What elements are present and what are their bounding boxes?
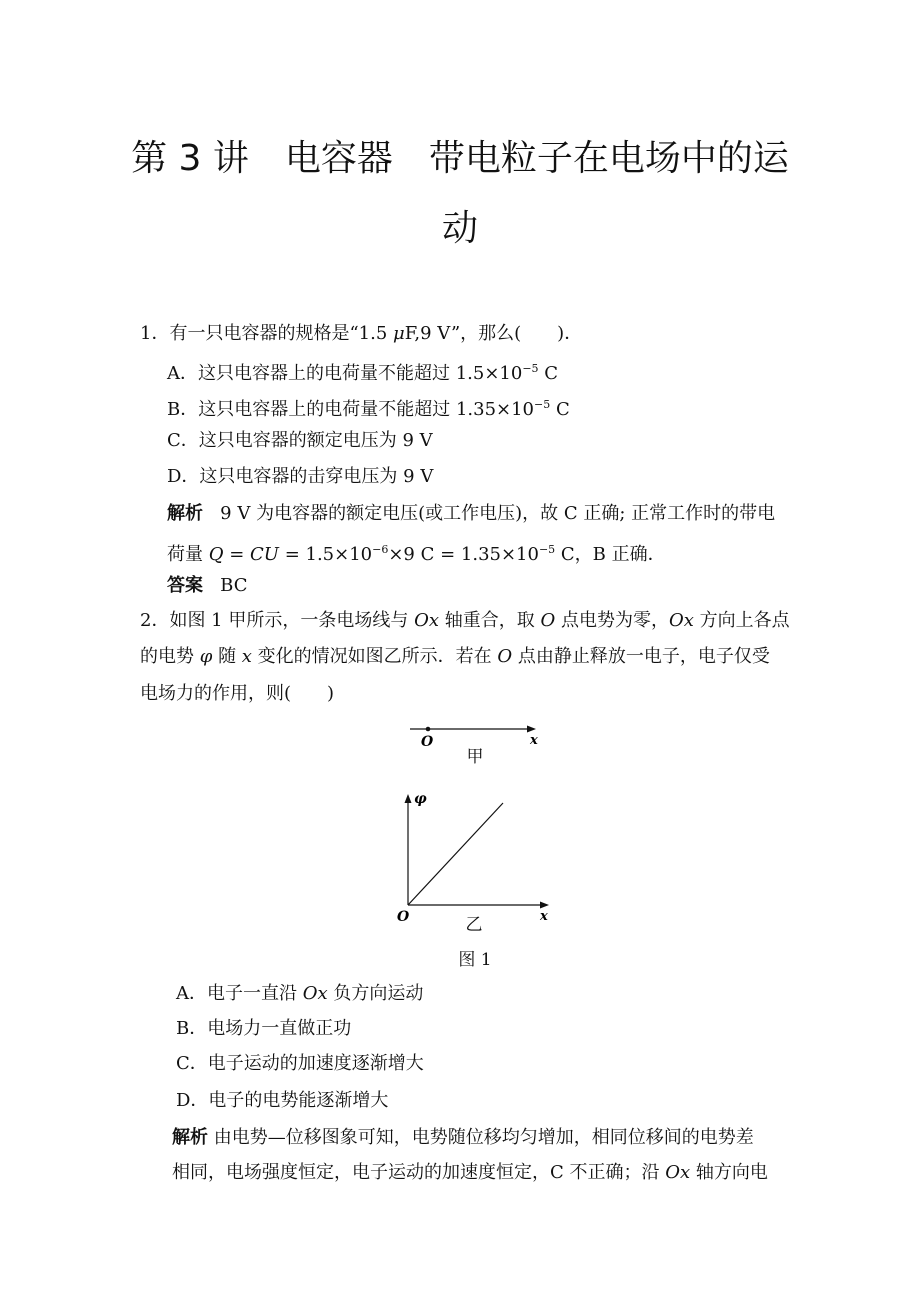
yi-potential-line bbox=[408, 803, 503, 905]
yi-phi-label: φ bbox=[414, 791, 427, 807]
q2-stem-phi: φ bbox=[199, 646, 213, 667]
q1-answer-label: 答案 bbox=[167, 575, 203, 596]
q2-analysis-text-2b: 轴方向电 bbox=[690, 1162, 768, 1183]
q1-analysis-text-2d: ×9 C = 1.35×10 bbox=[388, 544, 539, 565]
q2-analysis-line-2 bbox=[172, 1161, 768, 1185]
yi-origin-label: O bbox=[397, 909, 410, 925]
jia-x-label: x bbox=[530, 733, 538, 748]
q1-option-c: C．这只电容器的额定电压为 9 V bbox=[167, 430, 433, 451]
jia-caption: 甲 bbox=[466, 747, 484, 767]
q2-option-a-post: 负方向运动 bbox=[327, 983, 424, 1004]
q1-option-b-exponent: −5 bbox=[534, 398, 551, 411]
q2-stem-o2: O bbox=[497, 646, 513, 667]
q2-stem-ox1: Ox bbox=[414, 610, 439, 631]
q2-option-a-pre: A．电子一直沿 bbox=[176, 983, 303, 1004]
q1-stem-mu: μ bbox=[393, 323, 405, 344]
q1-option-d: D．这只电容器的击穿电压为 9 V bbox=[167, 466, 434, 487]
q1-option-b-unit: C bbox=[550, 399, 570, 420]
q1-stem-prefix: 1．有一只电容器的规格是“1.5 bbox=[140, 323, 394, 344]
q2-stem-line-3: 电场力的作用，则( ) bbox=[140, 683, 335, 704]
q1-analysis-exp1: −6 bbox=[372, 543, 389, 556]
q2-analysis-text-2a: 相同，电场强度恒定，电子运动的加速度恒定，C 不正确；沿 bbox=[172, 1162, 666, 1183]
q2-analysis-text-1: 由电势—位移图象可知，电势随位移均匀增加，相同位移间的电势差 bbox=[213, 1127, 754, 1148]
q1-analysis-label: 解析 bbox=[167, 503, 203, 524]
page-title-line-1: 第 3 讲 电容器 带电粒子在电场中的运 bbox=[131, 138, 789, 179]
q2-stem-x: x bbox=[241, 646, 252, 667]
q2-stem-o: O bbox=[540, 610, 556, 631]
yi-x-arrow bbox=[540, 902, 549, 909]
q1-option-b-text: B．这只电容器上的电荷量不能超过 1.35×10 bbox=[167, 399, 535, 420]
q2-stem-1d: 方向上各点 bbox=[693, 610, 790, 631]
q2-option-c: C．电子运动的加速度逐渐增大 bbox=[176, 1053, 424, 1074]
yi-x-label: x bbox=[540, 909, 548, 924]
q1-stem-suffix: F,9 V”，那么( )． bbox=[404, 323, 583, 344]
q2-stem-2b: 随 bbox=[212, 646, 242, 667]
q2-analysis-line-1 bbox=[172, 1126, 754, 1150]
q1-analysis-text-2a: 荷量 bbox=[167, 544, 209, 565]
q1-analysis-text-2c: = 1.5×10 bbox=[278, 544, 373, 565]
q2-option-d: D．电子的电势能逐渐增大 bbox=[176, 1090, 389, 1111]
q2-option-b: B．电场力一直做正功 bbox=[176, 1018, 352, 1039]
figure-caption: 图 1 bbox=[458, 950, 492, 970]
q1-option-a-unit: C bbox=[538, 363, 559, 384]
jia-origin-label: O bbox=[421, 734, 434, 750]
jia-arrow bbox=[527, 726, 536, 733]
q1-answer-value: BC bbox=[220, 575, 248, 596]
jia-origin-dot bbox=[426, 727, 431, 732]
q1-analysis-cu: CU bbox=[250, 544, 279, 565]
q2-stem-1b: 轴重合，取 bbox=[439, 610, 541, 631]
q2-stem-1a: 2．如图 1 甲所示，一条电场线与 bbox=[140, 610, 415, 631]
q1-analysis-text-1: 9 V 为电容器的额定电压(或工作电压)，故 C 正确; 正常工作时的带电 bbox=[220, 503, 776, 524]
q2-option-a-ox: Ox bbox=[302, 983, 328, 1004]
page-title-line-2: 动 bbox=[441, 208, 478, 249]
q2-stem-2c: 变化的情况如图乙所示．若在 bbox=[251, 646, 498, 667]
yi-phi-arrow bbox=[405, 794, 412, 803]
q1-option-a-text: A．这只电容器上的电荷量不能超过 1.5×10 bbox=[167, 363, 523, 384]
q2-stem-ox2: Ox bbox=[668, 610, 694, 631]
q2-analysis-label: 解析 bbox=[172, 1127, 208, 1148]
q1-analysis-q: Q bbox=[208, 544, 224, 565]
q2-stem-1c: 点电势为零， bbox=[555, 610, 669, 631]
q2-stem-2a: 的电势 bbox=[140, 646, 200, 667]
q2-option-a bbox=[176, 982, 423, 1006]
q1-analysis-exp2: −5 bbox=[538, 543, 556, 556]
q2-analysis-ox: Ox bbox=[665, 1162, 691, 1183]
q2-stem-2d: 点由静止释放一电子，电子仅受 bbox=[512, 646, 770, 667]
q1-analysis-text-2e: C，B 正确． bbox=[555, 544, 666, 565]
q1-option-a-exponent: −5 bbox=[522, 362, 539, 375]
q1-analysis-text-2b: = bbox=[223, 544, 251, 565]
yi-caption: 乙 bbox=[465, 915, 483, 935]
